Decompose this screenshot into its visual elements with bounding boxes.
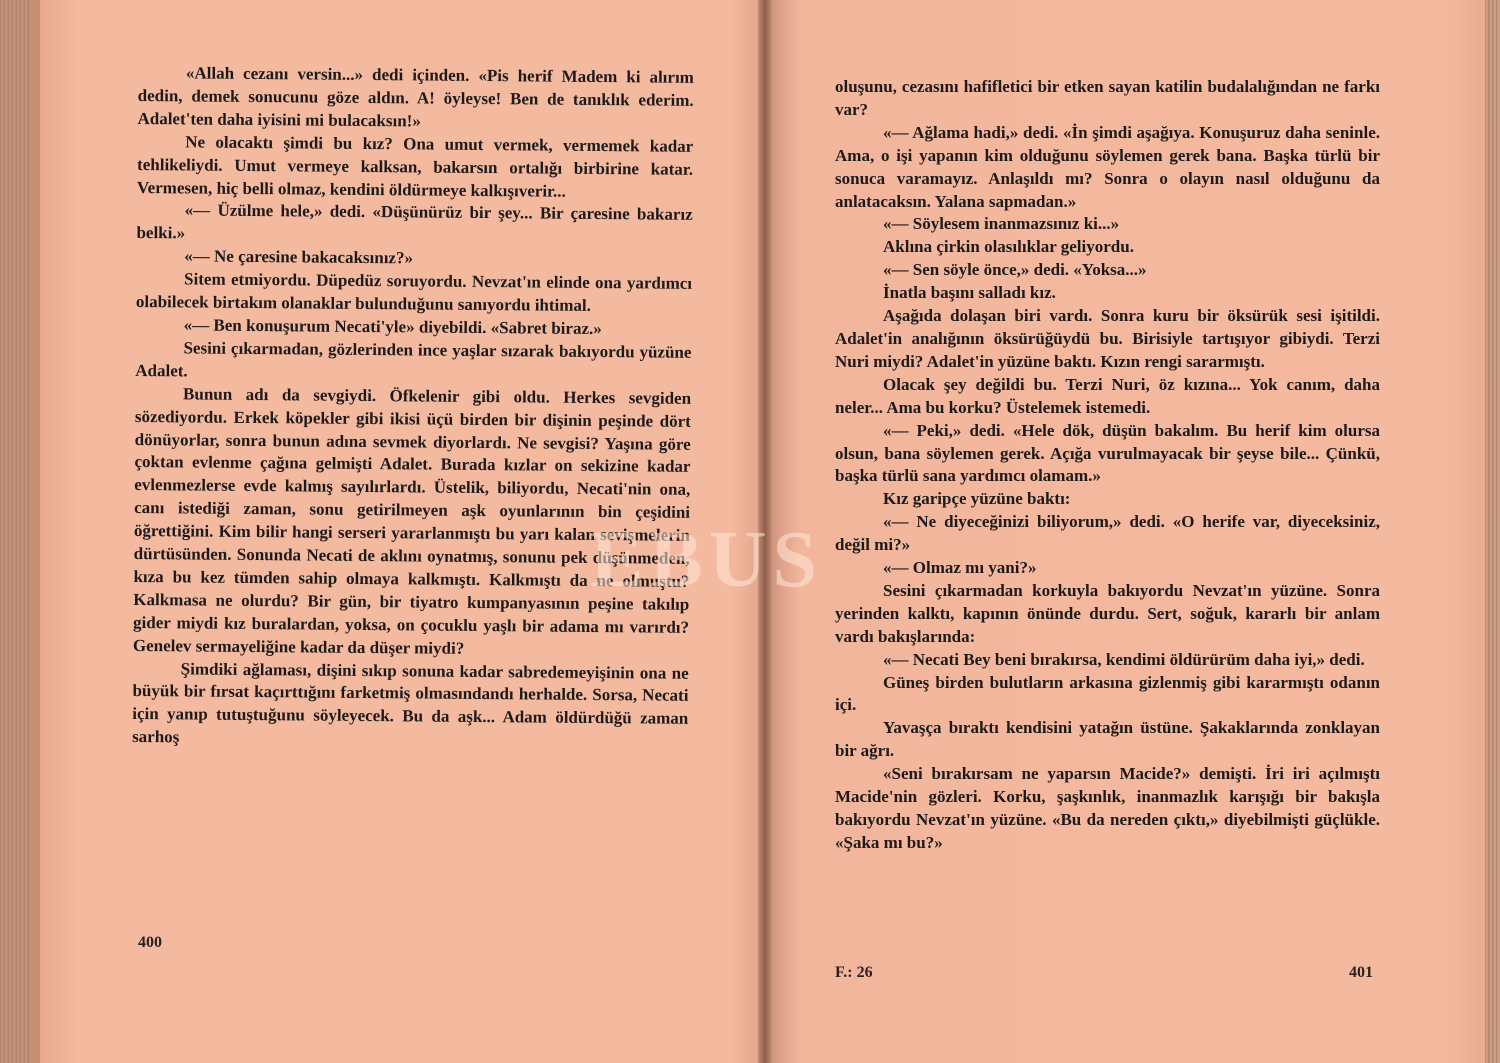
paragraph: Yavaşça bıraktı kendisini yatağın üstüne. Şakaklarında zonklayan bir ağrı. (835, 718, 1380, 761)
paragraph: «Allah cezanı versin...» dedi içinden. «Pis herif Madem ki alırım dedin, demek sonucunu göze aldın. A! öyleyse! Ben de tanıklık ederim. Adalet'ten daha iyisini mi bulacaksın!» (137, 63, 694, 131)
paragraph: «Seni bırakırsam ne yaparsın Macide?» demişti. İri iri açılmıştı Macide'nin gözleri. Korku, şaşkınlık, inanmazlık karışığı bir bakışla bakıyordu Nevzat'ın yüzüne. «Bu da nereden çıktı,» diyebilmişti güçlükle. «Şaka mı bu?» (835, 764, 1380, 852)
paragraph: Sesini çıkarmadan, gözlerinden ince yaşlar sızarak bakıyordu yüzüne Adalet. (135, 338, 692, 381)
paragraph: «— Söylesem inanmazsınız ki...» (883, 214, 1120, 234)
right-page-text (835, 76, 1380, 855)
page-number-right: 401 (1349, 964, 1373, 981)
paragraph: Şimdiki ağlaması, dişini sıkıp sonuna kadar sabredemeyişinin ona ne büyük bir fırsat kaçırttığını farketmiş olmasındandı herhalde. Sorsa, Necati için yanıp tutuştuğunu söyleyecek. Bu da aşk... Adam öldürdüğü zaman sarhoş (132, 658, 689, 747)
paragraph: Olacak şey değildi bu. Terzi Nuri, öz kızına... Yok canım, daha neler... Ama bu korku? Üstelemek istemedi. (835, 374, 1380, 417)
page-number-left: 400 (138, 934, 162, 951)
page-edges-left (0, 0, 30, 1063)
paragraph: Sesini çıkarmadan korkuyla bakıyordu Nevzat'ın yüzüne. Sonra yerinden kalktı, kapının önünde durdu. Sert, soğuk, kararlı bir anlam vardı bakışlarında: (835, 580, 1380, 646)
paragraph: «— Peki,» dedi. «Hele dök, düşün bakalım. Bu herif kim olursa olsun, bana söylemen gerek. Açığa vurulmayacak bir şeyse bile... Çünkü, başka türlü sana yardımcı olamam.» (835, 420, 1380, 486)
paragraph: Güneş birden bulutların arkasına gizlenmiş gibi kararmıştı odanın içi. (835, 672, 1380, 715)
paragraph: Aşağıda dolaşan biri vardı. Sonra kuru bir öksürük sesi işitildi. Adalet'in analığının öksürüğüydü bu. Birisiyle tartışıyor gibiydi. Terzi Nuri miydi? Adalet'in yüzüne baktı. Kızın rengi sararmıştı. (835, 306, 1380, 371)
paragraph: «— Olmaz mı yani?» (883, 558, 1037, 578)
paragraph: Bunun adı da sevgiydi. Öfkelenir gibi oldu. Herkes sevgiden sözediyordu. Erkek köpekler gibi ikisi üçü birden bir dişinin peşinde dört dönüyorlar, sonra bunun adına sevmek diyorlardı. Ne sevgisi? Yaşına göre çoktan evlenme çağına gelmişti Adalet. Burada kızlar on sekizine kadar evlenmezlerse evde kalmış sayılırlardı. Üstelik, biliyordu, Necati'nin ona, canı istediği zaman, sonu getirilmeyen aşk oyunlarının bin çeşidini öğrettiğini. Kim bilir hangi serseri yararlanmıştı bu yarı kalan sevişmelerin dürtüsünden. Sonunda Necati de aklını oynatmış, sonunu pek düşünmeden, kıza bu kez tümden sahip olmaya kalkmıştı. Kalkmıştı da ne olmuştu? Kalkmasa ne olurdu? Bir gün, bir tiyatro kumpanyasının peşine takılıp gider miydi kız buralardan, yoksa, on çocuklu yaşlı bir adama mı varırdı? Genelev sermayeliğine kadar da düşer miydi? (132, 384, 692, 658)
watermark: EBUS (590, 516, 823, 604)
paragraph: «— Ben konuşurum Necati'yle» diyebildi. «Sabret biraz.» (183, 315, 602, 339)
paragraph: «— Sen söyle önce,» dedi. «Yoksa...» (883, 260, 1147, 280)
paragraph: Ne olacaktı şimdi bu kız? Ona umut vermek, vermemek kadar tehlikeliydi. Umut vermeye kalksan, bakarsın ortalığı birbirine katar. Vermesen, hiç belli olmaz, kendini öldürmeye kalkışıverir... (136, 132, 694, 201)
left-page-text (132, 62, 694, 754)
paragraph: «— Ne diyeceğinizi biliyorum,» dedi. «O herife var, diyeceksiniz, değil mi?» (835, 512, 1380, 555)
paragraph: İnatla başını salladı kız. (883, 283, 1056, 303)
paragraph: Aklına çirkin olasılıklar geliyordu. (883, 237, 1134, 257)
paragraph: Kız garipçe yüzüne baktı: (883, 489, 1071, 509)
signature-mark: F.: 26 (835, 964, 873, 981)
paragraph: Sitem etmiyordu. Düpedüz soruyordu. Nevzat'ın elinde ona yardımcı olabilecek birtakım olanaklar bulunduğunu sanıyordu ihtimal. (135, 269, 693, 316)
paragraph: «— Üzülme hele,» dedi. «Düşünürüz bir şey... Bir çaresine bakarız belki.» (136, 200, 693, 243)
paragraph: «— Ağlama hadi,» dedi. «İn şimdi aşağıya. Konuşuruz daha seninle. Ama, o işi yapanın kim olduğunu söylemen gerek bana. Başka türlü bir sonuca varamayız. Anlaşıldı mı? Sonra o olayın nasıl olduğunu da anlatacaksın. Yalana sapmadan.» (835, 122, 1380, 211)
paragraph: «— Necati Bey beni bırakırsa, kendimi öldürürüm daha iyi,» dedi. (883, 649, 1365, 669)
page-edges-right (1485, 0, 1500, 1063)
paragraph: oluşunu, cezasını hafifletici bir etken sayan katilin budalalığından ne farkı var? (835, 77, 1380, 119)
paragraph: «— Ne çaresine bakacaksınız?» (184, 246, 414, 268)
